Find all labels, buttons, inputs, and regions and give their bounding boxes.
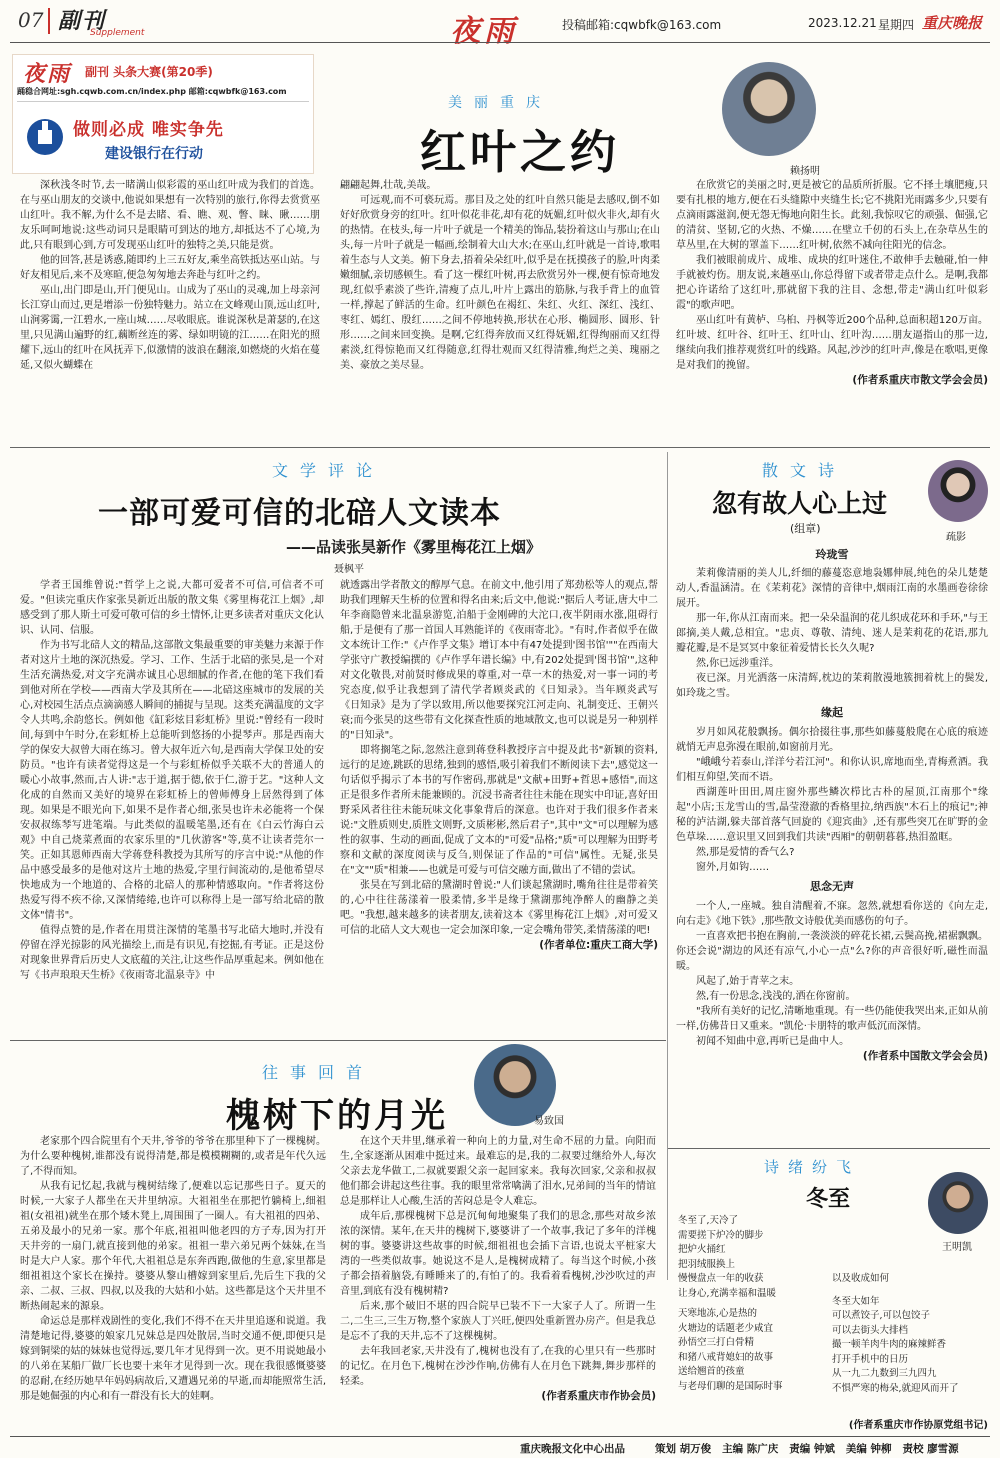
poem-stanza: [678, 1214, 828, 1394]
poem-line: 把炉火捅红: [678, 1244, 726, 1255]
masthead: [0, 0, 1000, 49]
author-photo: [928, 1172, 988, 1234]
paragraph: 我们被眼前成片、成堆、成块的红叶迷住,不敢伸手去触碰,怕一伸手就被灼伤。朋友说,来趟巫山,你总得留下或者带走点什么。是啊,我都把心许诺给了这红叶,那就留下我的注目、念想,带走"满山红叶似彩霞"的歌声吧。: [676, 255, 988, 311]
masthead-rule: [10, 42, 990, 43]
paragraph: "我所有美好的记忆,清晰地重现。有一些仍能使我哭出来,正如从前一样,仿佛昔日又重来。"凯伦·卡朋特的歌声低沉而深情。: [676, 1006, 988, 1032]
section-rule: [668, 1148, 990, 1149]
article4-title: 忽有故人心上过: [712, 489, 888, 518]
paragraph: 风起了,始于青苹之末。: [696, 976, 800, 987]
article2-subtitle: ——品读张昊新作《雾里梅花江上烟》: [286, 538, 542, 556]
article3-author: 易致国: [534, 1116, 564, 1127]
paragraph: 然,你已远涉重洋。: [696, 658, 780, 669]
article1-col1: [20, 178, 320, 373]
paragraph: 深秋浅冬时节,去一睹满山似彩霞的巫山红叶成为我们的首选。在与巫山朋友的交谈中,他说如果想有一次特别的旅行,你得去赏赏巫山红叶。我不解,为什么不是去睹、看、瞧、观、瞥、睐、瞅……朋友乐呵呵地说:这些动词只是眼睛可到达的地方,却抵达不了心境,为此,只有眼到心到,方可发现巫山红叶的独特之美,只能是赏。: [20, 180, 320, 251]
section-heading: 思念无声: [810, 880, 854, 893]
poem-line: 从一九二九数到三九四九: [832, 1368, 937, 1379]
paragraph: 初闻不知曲中意,再听已是曲中人。: [696, 1036, 850, 1047]
article1-author: 赖扬明: [790, 166, 820, 177]
paragraph: 作为书写北碚人文的精品,这部散文集最重要的审美魅力来源于作者对这片土地的深沉热爱。学习、工作、生活于北碚的张昊,是一个对生活充满热爱,对文字充满赤诚且心思细腻的作者,在他的笔下我们看到他对所在学校——西南大学及其所在——北碚这座城市的发展的关心,对校园生活点点滴滴感人瞬间的捕捉与呈现。这类充满温度的文字令人共鸣,余韵悠长。例如他《缸彩炫目彩虹桥》里说:"曾经有一段时间,每到中午时分,在彩虹桥上总能听到悠扬的小提琴声。那是西南大学的保安大叔曾大雨在练习。曾大叔年近六旬,是西南大学保卫处的安防员。"也许有读者觉得这是一个与彩虹桥似乎关联不大的普通人的暖心小故事,然而,古人讲:"志于道,据于德,依于仁,游于艺。"这种人文化成的自然而又美好的境界在彩虹桥上的曾师傅身上居然得到了体现。如果是不眼光向下,如果不是作者心细,张昊也许未必能将一个保安叔叔练琴写进笔端。与此类似的温暖笔墨,还有在《白云竹海白云观》中自己烧菜煮面的农家乐里的"几伙游客"等,莫不让读者莞尔一笑。正如其恩师西南大学蒋登科教授为其所写的序言中说:"从他的作品中感受最多的是他对这片土地的热爱,字里行间流动的,是他希望尽快地成为一个地道的、合格的北碚人的那种情感取向。"作者将这份热爱写得不疾不徐,又深情绻绻,也许可以称得上是一部写给北碚的散文体"情书"。: [20, 640, 324, 921]
paragraph: 翩翩起舞,壮哉,美哉。: [340, 180, 437, 191]
poem-line: 慢慢盘点一年的收获: [678, 1273, 764, 1284]
paragraph: 就透露出学者散文的醇厚气息。在前文中,他引用了郑劲松等人的观点,帮助我们理解天生桥的位置和得名由来;后文中,他说:"据后人考证,唐大中二年李商隐曾来北温泉游览,泊船于金刚碑的大沱口,夜半阴雨水涨,阻碍行船,于是便有了那一首国人耳熟能详的《夜雨寄北》。"有时,作者似乎在做文本统计工作:"《卢作孚文集》增订本中有47处提到'图书馆'""在西南大学张守广教授编撰的《卢作孚年谱长编》中,有202处提到'图书馆'",这种对文化敬畏,对前贤时修成果的尊重,对一草一木的热爱,对一事一词的考究态度,似乎让我想到了清代学者顾炎武的《日知录》。当年顾炎武写《日知录》是为了学以致用,所以他要探究江河走向、礼制变迁、王朝兴衰;而今张昊的这些带有文化探查性质的地域散文,也可以说是另一种别样的"日知录"。: [340, 580, 658, 741]
poem-line: [832, 1287, 992, 1295]
section-heading: 缘起: [821, 706, 843, 719]
paragraph: 巫山红叶有黄栌、乌桕、丹枫等近200个品种,总面积超120万亩。红叶坡、红叶谷、红叶王、红叶山、红叶沟……朋友逼指山的那一边,继续向我们推荐观赏红叶的线路。风起,沙沙的红叶声,像是在歌唱,更像是对我们的挽留。: [676, 315, 988, 371]
article2-col2: [340, 578, 658, 953]
issue-weekday: 星期四: [878, 18, 915, 32]
paragraph: "峨峨兮若泰山,洋洋兮若江河"。和你认识,席地而坐,青梅煮酒。我们相互仰望,笑而不语。: [676, 757, 988, 783]
article3-col2: [340, 1134, 656, 1404]
newspaper-name: 重庆晚报: [922, 14, 983, 32]
paragraph: 巫山,出门即是山,开门便见山。山成为了巫山的灵魂,加上母亲河长江穿山而过,更是增添一份独特魅力。站立在文峰观山顶,远山红叶,山涧雾霭,一江碧水,一座山城……尽收眼底。谁说深秋是萧瑟的,在这里,只见满山遍野的红,藕断丝连的雾、绿如明镜的江……在阳光的照耀下,远山的红叶在风抚弄下,似激情的波浪在翻滚,如燃烧的火焰在蔓延,又似火蝴蝶在: [20, 285, 320, 371]
ad-slogan-primary: 做则必成 唯实争先: [73, 120, 224, 140]
paragraph: 窗外,月如钩……: [696, 862, 770, 873]
paragraph: 后来,那个破旧不堪的四合院早已装不下一大家子人了。所谓一生二,二生三,三生万物,整个家族人丁兴旺,便四处重新置办房产。但是我总是忘不了我的天井,忘不了这棵槐树。: [340, 1301, 656, 1342]
section-heading: 玲珑雪: [815, 548, 849, 561]
article3-kicker: 往事回首: [262, 1063, 375, 1082]
column-rule: [667, 452, 668, 1280]
poem-line: 火塘边的话题老少咸宜: [678, 1322, 774, 1334]
column-logo: 夜雨: [450, 14, 518, 49]
paragraph: 西湖莲叶田田,周庄窗外那些鳞次栉比古朴的屋顶,江南那个"缘起"小店;玉龙雪山的雪,晶莹澄澈的香格里拉,纳西族"木石上的痕记";神秘的泸沽湖,躲夫部首落气回旋的《迎宾曲》,还有那些突兀在旷野的金色草垛……意识里又回到我们共读"西厢"的朝朝暮暮,热泪盈眶。: [676, 787, 988, 843]
page-number: 07: [18, 8, 44, 32]
paragraph: 学者王国维曾说:"哲学上之说,大都可爱者不可信,可信者不可爱。"但读完重庆作家张昊新近出版的散文集《雾里梅花江上烟》,却感受到了那人斯土可爱可敬可信的乡土情怀,让更多读者对重庆文化认识、认同、信服。: [20, 580, 324, 636]
article3-col1: [20, 1134, 326, 1404]
article4-author: 疏影: [946, 532, 966, 543]
article3-signature: (作者系重庆市作协会员): [541, 1390, 656, 1402]
article2-title: 一部可爱可信的北碚人文读本: [98, 496, 501, 531]
poem-line: 送给翘首的孩童: [678, 1366, 745, 1377]
poem-line: 天寒地冻,心是热的: [678, 1308, 758, 1319]
poem-line: 可以煮饺子,可以包饺子: [832, 1310, 931, 1321]
ad-contest-title: 副刊 头条大赛(第20季): [85, 65, 213, 79]
paragraph: 张昊在写到北碚的黛湖时曾说:"人们谈起黛湖时,嘴角往往是带着笑的,心中往往荡漾着一股柔情,多半是缘于黛湖那纯净醉人的幽静之美吧。"我想,越来越多的读者朋友,读着这本《雾里梅花江上烟》,对可爱又可信的北碚人文大观也一定会加深印象,一定会嘴角带笑,柔情荡漾的吧!: [340, 880, 658, 936]
paragraph: 夜已深。月光洒落一床清辉,枕边的茉莉散漫地簇拥着枕上的鬓发,如玲珑之雪。: [676, 673, 988, 699]
paragraph: 在欣赏它的美丽之时,更是被它的品质所折服。它不择土壤肥瘦,只要有扎根的地方,便在石头缝隙中夹缝生长;它不挑阳光雨露多少,只要有点滴雨露滋润,便无怨无悔地向阳生长。此刻,我惊叹它的顽强、倔强,它的清贫、坚韧,它的火热、不燥……在壁立千仞的石头上,在杂草丛生的草丛里,在大树的罩盖下……红叶树,依然不减向往阳光的信念。: [676, 180, 988, 251]
article3-title: 槐树下的月光: [226, 1096, 448, 1136]
paragraph: 值得点赞的是,作者在用贯注深情的笔墨书写北碚大地时,并没有停留在浮光掠影的风光描绘上,而是有识见,有挖掘,有考证。正是这份对现象世界背后历史人文底蕴的关注,让这些作品厚重起来。例如他在写《书声琅琅天生桥》《夜雨寄北温泉寺》中: [20, 925, 324, 981]
article2-col1: [20, 578, 324, 983]
article2-signature: (作者单位:重庆工商大学): [539, 939, 658, 951]
paragraph: 老家那个四合院里有个天井,爷爷的爷爷在那里种下了一棵槐树。为什么要种槐树,谁都没有说得清楚,都是模模糊糊的,或者是年代久远了,不得而知。: [20, 1136, 326, 1177]
article4-body: [676, 544, 988, 1064]
paragraph: 命运总是那样戏剧性的变化,我们不得不在天井里追逐和说道。我清楚地记得,婆婆的娘家几兄妹总是四处散居,当时交通不便,即便只是嫁到铜梁的姑的妹妹也觉得远,要几年才见得到一次。更不用说她最小的八弟在某船厂做厂长也要十来年才见得到一次。现在我很感慨婆婆的忍耐,在经历她早年妈妈病故后,又遭遇兄弟的早逝,而却能照常生活,那是她倔强的内心和有一群没有长大的娃啊。: [20, 1316, 326, 1402]
footer-publisher: 重庆晚报文化中心出品: [520, 1443, 625, 1455]
poem-line: 孙悟空三打白骨精: [678, 1337, 755, 1348]
poem-line: 可以去街头大排档: [832, 1324, 909, 1336]
ad-submit-info: 踊稳合网址:sgh.cqwb.com.cn/index.php 邮箱:cqwbfk@163.com: [17, 87, 287, 96]
article1-signature: (作者系重庆市散文学会会员): [852, 374, 988, 386]
article5-kicker: 诗绪纷飞: [764, 1158, 861, 1176]
poem-line: 撮一顿羊肉牛肉的麻辣鲜香: [832, 1339, 947, 1350]
issue-date: 2023.12.21: [808, 16, 877, 30]
footer-rule: [10, 1436, 990, 1437]
article4-kicker: 散文诗: [762, 461, 847, 480]
poem-line: 以及收成如何: [832, 1273, 890, 1284]
paragraph: 从我有记忆起,我就与槐树结缘了,便难以忘记那些日子。夏天的时候,一大家子人都坐在天井里纳凉。大祖祖坐在那把竹躺椅上,细祖祖(女祖祖)就坐在那个矮木凳上,周围围了一圈人。有大祖祖的四弟、五弟及最小的兄弟一家。那个年底,祖祖叫他老四的方子寿,因为打开天井旁的一扇门,就直接到他的弟家。祖祖一辈六弟兄两个妹妹,在当时是大户人家。那个年代,大祖祖总是东奔西跑,做他的生意,家里都是细祖祖这个家长在操持。婆婆从黎山槽嫁到家里后,先后生下我的父亲、二叔、三叔、四叔,以及我的大姑和小姑。这些都是这个天井里不断热闹起来的源泉。: [20, 1181, 326, 1312]
poem-line: 需要搓下炉冷的脚步: [678, 1229, 764, 1241]
author-photo: [928, 460, 988, 522]
bank-logo-icon: [25, 117, 65, 157]
paragraph: 那一年,你从江南而来。把一朵朵温润的花儿织成花环和手环,"与王郎摘,美人戴,总相宜。"忠贞、尊敬、清纯、迷人是茉莉花的花语,那九瓣花瓣,是不是冥冥中象征着爱情长长久久呢?: [676, 613, 988, 654]
ad-logo: 夜雨: [23, 61, 72, 87]
paragraph: 成年后,那棵槐树下总是沉甸甸地聚集了我们的思念,那些对故乡浓浓的深情。某年,在天井的槐树下,婆婆讲了一个故事,我记了多年的洋槐树的事。婆婆讲这些故事的时候,细祖祖也会插下言语,也说太平桩家大湾的一些类似故事。她说这不是人,是槐树成精了。每当这个时候,小孩子都会捂着脑袋,有睡睡来了的,有怕了的。我看着看槐树,沙沙吹过的声音里,到底有没有槐树精?: [340, 1211, 656, 1297]
paragraph: 然,那是爱情的香气么?: [696, 847, 795, 858]
article1-title: 红叶之约: [420, 125, 620, 179]
paragraph: 一个人,一座城。独自清醒着,不寐。忽然,就想看你送的《向左走,向右走》《地下铁》,那些散文诗般优美而感伤的句子。: [676, 901, 988, 927]
article5-author: 王明凯: [942, 1242, 972, 1253]
poem-line: 打开手机中的日历: [832, 1353, 909, 1365]
article2-kicker: 文学评论: [272, 461, 385, 480]
article2-author: 聂枫平: [334, 564, 364, 575]
poem-stanza: [832, 1272, 992, 1396]
ad-slogan-secondary: 建设银行在行动: [105, 146, 203, 162]
section-name: 副刊: [58, 9, 107, 34]
section-divider: [48, 8, 50, 34]
paragraph: 岁月如风花般飘扬。偶尔拾掇往事,那些如藤蔓般爬在心底的痕迹就悄无声息弥漫在眼前,如窗前月光。: [676, 727, 988, 753]
ad-divider: [17, 101, 309, 102]
article4-signature: (作者系中国散文学会会员): [862, 1050, 988, 1062]
poem-line: 把羽绒服换上: [678, 1258, 736, 1270]
poem-line: 冬至了,天冷了: [678, 1215, 739, 1226]
paragraph: 一直喜欢把书抱在胸前,一袭淡淡的碎花长裙,云鬓高挽,裙裾飘飘。你还会说"湖边的风还有凉气,小心一点"么?你的声音很好听,磁性而温暖。: [676, 931, 988, 972]
contact-email: 投稿邮箱:cqwbfk@163.com: [562, 18, 722, 32]
article1-col2: [340, 178, 660, 373]
paragraph: 然,有一份思念,浅浅的,洒在你窗前。: [696, 991, 856, 1002]
article5-title: 冬至: [806, 1186, 851, 1212]
poem-line: 和猪八戒背媳妇的故事: [678, 1351, 774, 1363]
author-photo: [722, 62, 816, 156]
paragraph: 茉莉像清丽的美人儿,纤细的藤蔓恣意地袅娜伸展,纯色的朵儿楚楚动人,香温涵清。在《茉莉花》深情的音律中,烟雨江南的水墨画卷徐徐展开。: [676, 568, 988, 609]
footer-credits: 策划 胡万俊 主编 陈广庆 责编 钟斌 美编 钟柳 责校 廖雪源: [655, 1443, 959, 1455]
section-name-en: Supplement: [90, 28, 145, 38]
poem-line: 不惧严寒的梅朵,就迎风而开了: [832, 1382, 959, 1394]
section-rule: [10, 447, 990, 448]
paragraph: 即将搁笔之际,忽然注意到蒋登科教授序言中提及此书"新颖的资料,远行的足迹,跳跃的思绪,独到的感悟,吸引着我们不断阅读下去",感觉这一句话似乎揭示了本书的写作密码,那就是"文献+田野+哲思+感悟",而这正是很多作者所未能兼顾的。沉浸书斋者往往未能在现实中印证,喜好田野采风者往往未能玩味文化事象背后的深意。也许对于我们很多作者来说:"文胜质则史,质胜文则野,文质彬彬,然后君子",其中"文"可以理解为感性的叙事、生动的画面,促成了文本的"可爱"品格;"质"可以理解为田野考察和文献的深度阅读与反刍,则保证了作品的"可信"属性。无疑,张昊在"文""质"相兼——也就是可爱与可信交融方面,做出了不错的尝试。: [340, 745, 658, 876]
poem-line: 与老母们聊的是国际时事: [678, 1380, 783, 1392]
paragraph: 他的回答,甚是诱惑,随即约上三五好友,乘坐高铁抵达巫山站。与好友相见后,来不及寒暄,便急匆匆地去奔赴与红叶之约。: [20, 255, 320, 281]
contest-ad: [12, 54, 314, 174]
article5-signature: (作者系重庆市作协原党组书记): [848, 1420, 988, 1431]
article1-kicker: 美丽重庆: [448, 95, 552, 111]
poem-line: 让身心,充满幸福和温暖: [678, 1287, 777, 1299]
section-rule: [10, 1040, 666, 1041]
paragraph: 去年我回老家,天井没有了,槐树也没有了,在我的心里只有一些那时的记忆。在月色下,槐树在沙沙作响,仿佛有人在月色下跳舞,舞步那样的轻柔。: [340, 1346, 656, 1387]
article4-subtitle: (组章): [790, 522, 821, 535]
article1-col3: [676, 178, 988, 388]
paragraph: 在这个天井里,继承着一种向上的力量,对生命不屈的力量。向阳而生,全家逐渐从困难中挺过来。最难忘的是,我的二叔要过继给外人,每次父亲去龙华做工,二叔就要跟父亲一起回家来。我每次回家,父亲和叔叔他们都会讲起这些往事。我的眼里常常噙满了泪水,兄弟间的当年的情谊总是那样让人心酸,生活的苦闷总是令人难忘。: [340, 1136, 656, 1207]
poem-line: 冬至大如年: [832, 1295, 880, 1307]
paragraph: 可远观,而不可亵玩焉。那目及之处的红叶自然只能是去感叹,倒不如好好欣赏身旁的红叶。红叶似花非花,却有花的妩媚,红叶似火非火,却有火的热情。在枝头,每一片叶子就是一个精美的饰品,装扮着这山与那山;在山头,每一片叶子就是一幅画,绘制着大山大水;在巫山,红叶就是一首诗,歌唱着生态与人文美。俯下身去,捂着朵朵红叶,似乎是在抚摸孩子的脸,叶肉柔嫩细腻,亲切感顿生。看了这一棵红叶树,再去欣赏另外一棵,便有惊奇地发现,红似乎素淡了些许,清瘦了点儿,叶片上露出的筋脉,与我手背上的血管一样,撑起了鲜活的生命。红叶颜色在褐红、朱红、火红、深红、浅红、枣红、嫣红、殷红……之间不停地转换,形状在心形、椭圆形、圆形、针形……之间来回变换。是啊,它红得奔放而又红得妩媚,红得绚丽而又红得素淡,红得惊艳而又红得随意,红得壮观而又红得清雅,绚烂之美、瑰丽之美、豪放之美尽显。: [340, 195, 660, 371]
